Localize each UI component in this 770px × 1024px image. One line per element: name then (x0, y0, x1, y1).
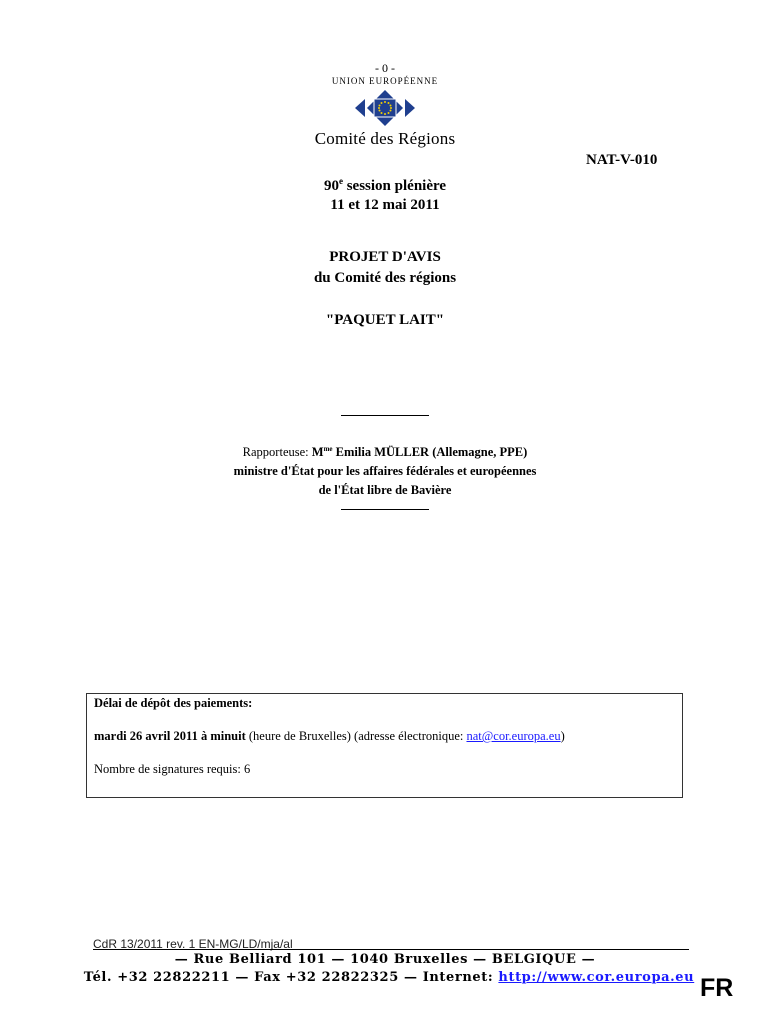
footer-contact (0, 970, 770, 985)
cor-logo-icon (351, 88, 419, 128)
session-block (0, 172, 770, 215)
footer-address: — Rue Belliard 101 — 1040 Bruxelles — BELGIQUE — (174, 952, 596, 967)
session-number: 90 (323, 178, 339, 194)
deadline-email-link[interactable]: nat@cor.europa.eu (466, 729, 561, 743)
logo-arrow-right (405, 99, 415, 117)
session-title (0, 172, 770, 196)
org-union-label: UNION EUROPÉENNE (331, 76, 439, 86)
document-title-block (0, 247, 770, 289)
rapporteur-role-cont: de l'État libre de Bavière (318, 483, 452, 498)
org-name: Comité des Régions (314, 129, 456, 148)
footer-website-link[interactable]: http://www.cor.europa.eu (498, 970, 695, 985)
page-number: - 0 - (375, 61, 395, 75)
separator-rule-top (341, 415, 429, 416)
rapporteur-name: Emilia MÜLLER (Allemagne, PPE) (332, 445, 528, 460)
rapporteur-title-suffix: me (323, 445, 333, 453)
deadline-box-title: Délai de dépôt des paiements: (94, 696, 253, 710)
rapporteur-line (0, 440, 770, 462)
deadline-box (86, 693, 683, 798)
separator-rule-bottom (341, 509, 429, 510)
language-code: FR (700, 974, 734, 1002)
footer-contact-text: Tél. +32 22822211 — Fax +32 22822325 — Internet: (83, 970, 499, 985)
document-subject: "PAQUET LAIT" (325, 312, 445, 328)
document-type: PROJET D'AVIS (329, 249, 441, 265)
rapporteur-role: ministre d'État pour les affaires fédérales et européennes (233, 464, 537, 479)
logo-arrow-left (355, 99, 365, 117)
document-reference-code: NAT-V-010 (586, 152, 658, 168)
deadline-detail: (heure de Bruxelles) (adresse électronique: (245, 729, 467, 743)
footer-rule (93, 949, 689, 950)
footer-document-ref: CdR 13/2011 rev. 1 EN-MG/LD/mja/al (93, 937, 293, 951)
signatures-required: Nombre de signatures requis: 6 (94, 762, 251, 776)
rapporteur-prefix: Rapporteuse: (242, 445, 312, 460)
rapporteur-title: M (311, 445, 324, 460)
session-label: session plénière (342, 178, 447, 194)
deadline-line (94, 729, 675, 744)
rapporteur-block (0, 440, 770, 500)
document-author-body: du Comité des régions (313, 270, 457, 286)
session-dates: 11 et 12 mai 2011 (330, 197, 440, 213)
session-number-suffix: e (338, 176, 343, 186)
deadline-date: mardi 26 avril 2011 à minuit (94, 729, 246, 743)
deadline-close-paren: ) (560, 729, 565, 743)
